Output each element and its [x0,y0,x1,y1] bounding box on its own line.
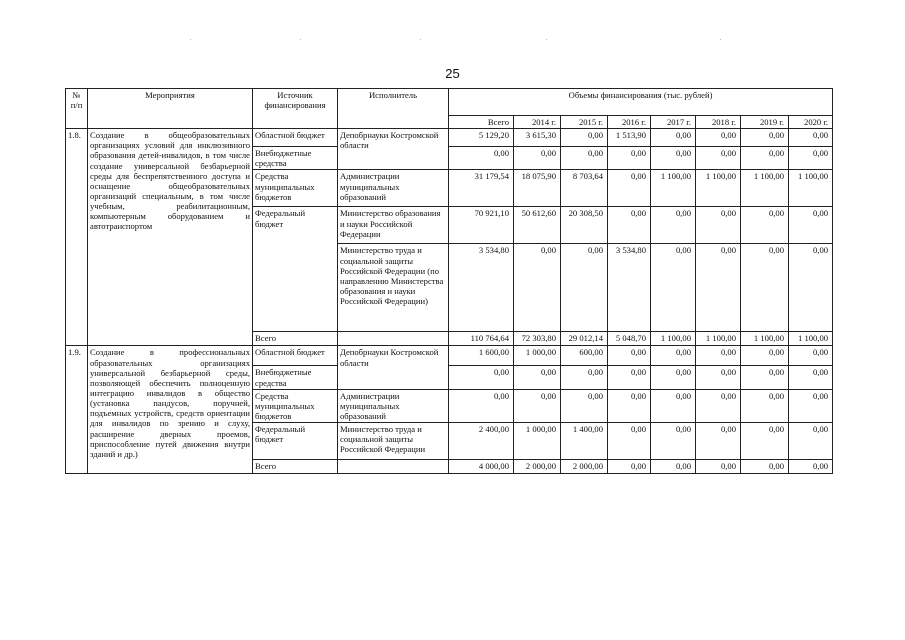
amount-year: 1 100,00 [696,170,741,207]
amount-total: 70 921,10 [449,207,514,244]
amount-year: 1 100,00 [651,332,696,346]
executor: Администрации муниципальных образований [338,170,449,207]
header-year: 2018 г. [696,116,741,129]
amount-year: 1 000,00 [514,423,561,460]
amount-year: 2 000,00 [561,460,608,474]
amount-year: 0,00 [741,346,789,366]
amount-year: 0,00 [696,244,741,332]
amount-year: 0,00 [789,366,833,389]
amount-year: 0,00 [651,129,696,147]
amount-year: 0,00 [608,170,651,207]
amount-year: 2 000,00 [514,460,561,474]
executor: Министерство образования и науки Российской Федерации [338,207,449,244]
header-year: Всего [449,116,514,129]
amount-year: 0,00 [561,366,608,389]
amount-year: 1 400,00 [561,423,608,460]
amount-year: 20 308,50 [561,207,608,244]
amount-year: 1 100,00 [741,332,789,346]
funding-source: Всего [253,332,338,346]
amount-year: 0,00 [608,366,651,389]
amount-year: 0,00 [608,389,651,422]
amount-year: 0,00 [696,460,741,474]
amount-year: 1 100,00 [789,332,833,346]
amount-year: 0,00 [561,129,608,147]
amount-year: 0,00 [741,460,789,474]
executor: Администрации муниципальных образований [338,389,449,422]
amount-year: 0,00 [651,423,696,460]
amount-year: 0,00 [608,423,651,460]
amount-year: 0,00 [514,389,561,422]
table-header [66,89,833,129]
amount-year: 0,00 [789,147,833,170]
amount-year: 0,00 [651,389,696,422]
amount-year: 0,00 [608,147,651,170]
funding-source: Средства муниципальных бюджетов [253,389,338,422]
item-number: 1.9. [66,346,88,474]
funding-source: Федеральный бюджет [253,207,338,332]
amount-year: 0,00 [696,389,741,422]
amount-year: 0,00 [608,460,651,474]
executor [338,460,449,474]
header-year: 2016 г. [608,116,651,129]
amount-total: 4 000,00 [449,460,514,474]
amount-year: 0,00 [514,366,561,389]
funding-source: Внебюджетные средства [253,366,338,389]
header-num: № п/п [66,89,88,129]
funding-source: Федеральный бюджет [253,423,338,460]
funding-source: Средства муниципальных бюджетов [253,170,338,207]
amount-year: 1 000,00 [514,346,561,366]
amount-year: 0,00 [741,207,789,244]
amount-total: 1 600,00 [449,346,514,366]
scan-dots [0,39,905,40]
amount-year: 0,00 [741,244,789,332]
amount-year: 0,00 [608,346,651,366]
amount-total: 110 764,64 [449,332,514,346]
amount-year: 0,00 [651,366,696,389]
amount-year: 0,00 [741,423,789,460]
amount-year: 0,00 [789,460,833,474]
amount-year: 0,00 [696,366,741,389]
amount-year: 0,00 [741,129,789,147]
amount-year: 0,00 [514,147,561,170]
amount-year: 1 100,00 [741,170,789,207]
amount-year: 1 100,00 [696,332,741,346]
funding-source: Внебюджетные средства [253,147,338,170]
amount-year: 3 534,80 [608,244,651,332]
funding-source: Всего [253,460,338,474]
page-number: 25 [445,66,460,81]
amount-total: 3 534,80 [449,244,514,332]
amount-year: 0,00 [651,460,696,474]
item-number: 1.8. [66,129,88,346]
amount-year: 5 048,70 [608,332,651,346]
amount-year: 600,00 [561,346,608,366]
amount-year: 3 615,30 [514,129,561,147]
amount-year: 0,00 [561,147,608,170]
amount-year: 0,00 [561,389,608,422]
amount-year: 0,00 [696,346,741,366]
amount-year: 0,00 [789,346,833,366]
executor: Министерство труда и социальной защиты Российской Федерации (по направлению Министерства образования и науки Российской Федерации) [338,244,449,332]
amount-total: 0,00 [449,389,514,422]
header-year: 2017 г. [651,116,696,129]
amount-year: 0,00 [651,207,696,244]
amount-total: 31 179,54 [449,170,514,207]
amount-year: 1 100,00 [651,170,696,207]
amount-year: 72 303,80 [514,332,561,346]
amount-year: 0,00 [696,423,741,460]
amount-year: 0,00 [789,207,833,244]
amount-year: 8 703,64 [561,170,608,207]
amount-year: 0,00 [789,389,833,422]
executor: Депобрнауки Костромской области [338,346,449,389]
amount-year: 0,00 [696,207,741,244]
amount-year: 1 100,00 [789,170,833,207]
amount-year: 1 513,90 [608,129,651,147]
funding-source: Областной бюджет [253,346,338,366]
event-description: Создание в профессиональных образовательных организациях универсальной безбарьерной среды, позволяющей обеспечить полноценную интеграцию инвалидов в общество (установка пандусов, поручней, подъемных устройств, средств ориентации для инвалидов по зрению и слуху, расширение дверных проемов, приспособление путей движения внутри зданий и др.) [88,346,253,474]
header-year: 2015 г. [561,116,608,129]
amount-year: 0,00 [514,244,561,332]
amount-year: 0,00 [696,147,741,170]
amount-year: 0,00 [651,244,696,332]
header-year: 2014 г. [514,116,561,129]
financing-table [65,88,833,474]
amount-year: 0,00 [789,423,833,460]
amount-year: 29 012,14 [561,332,608,346]
amount-year: 18 075,90 [514,170,561,207]
amount-total: 2 400,00 [449,423,514,460]
header-year: 2019 г. [741,116,789,129]
amount-year: 0,00 [741,147,789,170]
amount-year: 0,00 [608,207,651,244]
table-row [66,129,833,147]
amount-year: 0,00 [561,244,608,332]
amount-year: 0,00 [741,366,789,389]
executor: Министерство труда и социальной защиты Российской Федерации [338,423,449,460]
amount-total: 0,00 [449,147,514,170]
amount-year: 0,00 [789,244,833,332]
amount-year: 0,00 [651,346,696,366]
funding-source: Областной бюджет [253,129,338,147]
executor: Депобрнауки Костромской области [338,129,449,170]
amount-year: 0,00 [741,389,789,422]
table-body [66,129,833,474]
amount-total: 0,00 [449,366,514,389]
amount-year: 50 612,60 [514,207,561,244]
header-volumes: Объемы финансирования (тыс. рублей) [449,89,833,116]
table-row [66,346,833,366]
header-source: Источник финансирования [253,89,338,129]
amount-year: 0,00 [696,129,741,147]
header-event: Мероприятия [88,89,253,129]
header-executor: Исполнитель [338,89,449,129]
header-year: 2020 г. [789,116,833,129]
amount-year: 0,00 [789,129,833,147]
amount-total: 5 129,20 [449,129,514,147]
executor [338,332,449,346]
amount-year: 0,00 [651,147,696,170]
event-description: Создание в общеобразовательных организациях условий для инклюзивного образования детей-инвалидов, в том числе создание универсальной безбарьерной среды для беспрепятственного доступа и оснащение общеобразовательных организаций специальным, в том числе учебным, реабилитационным, компьютерным оборудованием и автотранспортом [88,129,253,346]
